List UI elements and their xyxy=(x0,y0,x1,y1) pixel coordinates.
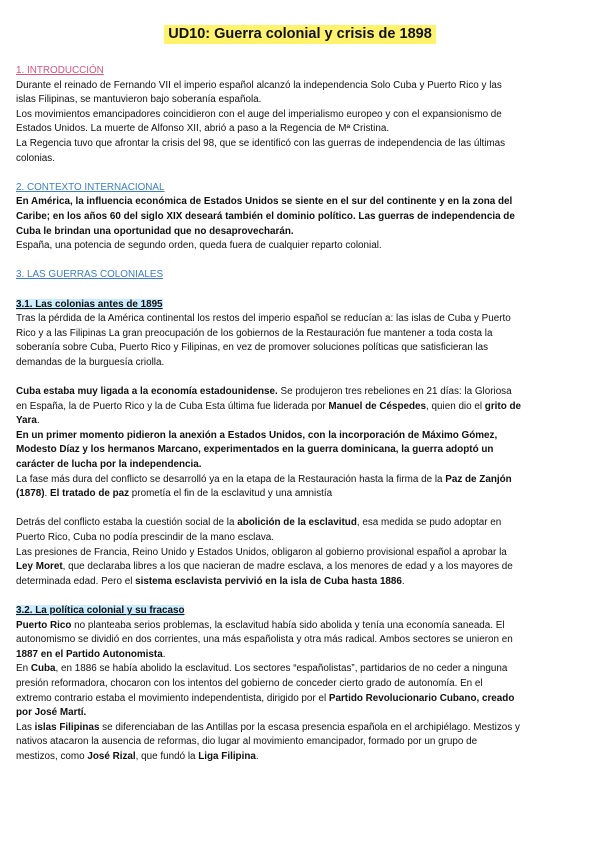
subsection-3-1-heading: 3.1. Las colonias antes de 1895 xyxy=(16,298,163,310)
section-2-paragraph-2: España, una potencia de segundo orden, queda fuera de cualquier reparto colonial. xyxy=(16,240,382,252)
liga-filipina-bold: Liga Filipina xyxy=(198,750,256,762)
cuba-economy-bold: Cuba estaba muy ligada a la economía estadounidense. xyxy=(16,386,278,398)
text-run: . xyxy=(401,575,405,587)
text-run: , esa medida se pudo adoptar en Puerto Rico, Cuba no podía prescindir de la mano esclava. xyxy=(16,517,502,543)
subsection-3-2-paragraph-1 xyxy=(16,619,521,663)
subsection-3-1-paragraph-1: Tras la pérdida de la América continental los restos del imperio español se reducían a: las islas de Cuba y Puerto Rico y a las Filipinas La gran preocupación de los gobiernos de la Restauración fue mantener a toda costa la soberanía sobre Cuba, Puerto Rico y Filipinas, en vez de promover soluciones políticas que satisficieran las demandas de la burguesía criolla. xyxy=(16,313,511,368)
ley-moret-bold: Ley Moret xyxy=(16,561,63,573)
subsection-3-1-paragraph-4 xyxy=(16,473,521,502)
text-run: , quien dio el xyxy=(426,400,485,412)
section-1-heading: 1. INTRODUCCIÓN xyxy=(16,65,104,76)
subsection-3-1-paragraph-3: En un primer momento pidieron la anexión a Estados Unidos, con la incorporación de Máximo Gómez, Modesto Díaz y los hermanos Marcano, experimentados en la guerra dominicana, la guerra adoptó un carácter de lucha por la independencia. xyxy=(16,429,498,471)
document-title: UD10: Guerra colonial y crisis de 1898 xyxy=(164,25,436,44)
text-run: no planteaba serios problemas, la esclavitud había sido abolida y tenía una economía saneada. El autonomismo se dividió en dos corrientes, una más españolista y otra más radical. Ambos sectores se unieron en xyxy=(16,619,513,646)
grito-de-yara-bold: grito de Yara xyxy=(16,400,522,427)
jose-rizal-bold: José Rizal xyxy=(87,750,136,762)
cespedes-bold: Manuel de Céspedes xyxy=(328,400,427,412)
text-run: , que fundó la xyxy=(135,750,199,762)
subsection-3-2-heading-line xyxy=(16,604,521,619)
subsection-3-1-paragraph-5 xyxy=(16,516,521,545)
subsection-3-2-paragraph-2 xyxy=(16,662,521,720)
text-run: . xyxy=(162,648,166,660)
puerto-rico-bold: Puerto Rico xyxy=(16,619,72,631)
subsection-3-1-paragraph-6 xyxy=(16,546,521,590)
text-run: Las presiones de Francia, Reino Unido y Estados Unidos, obligaron al gobierno provisional español a aprobar la xyxy=(16,546,507,558)
subsection-3-1-heading-line xyxy=(16,298,521,313)
text-run: Detrás del conflicto estaba la cuestión social de la xyxy=(16,517,238,529)
abolicion-bold: abolición de la esclavitud xyxy=(237,517,357,529)
text-run: se diferenciaban de las Antillas por la escasa presencia española en el archipiélago. Mestizos y nativos atacaron la ausencia de reformas, dio lugar al movimiento emancipador, formado por un grupo de mestizos, como xyxy=(16,721,520,762)
text-run: Se produjeron tres rebeliones en 21 días: la Gloriosa en España, la de Puerto Rico y la de Cuba Esta última fue liderada por xyxy=(16,386,512,412)
tratado-de-paz-bold: El tratado de paz xyxy=(50,488,130,500)
paz-de-zanjon-bold: Paz de Zanjón (1878) xyxy=(16,473,512,500)
section-1-paragraph-3: La Regencia tuvo que afrontar la crisis del 98, que se identificó con las guerras de independencia de las últimas colonias. xyxy=(16,137,506,164)
section-2-paragraph-1: En América, la influencia económica de Estados Unidos se siente en el sur del continente y en la zona del Caribe; en los años 60 del siglo XIX deseará también el dominio político. Las guerras de independencia de Cuba le brindan una oportunidad que no desaprovecharán. xyxy=(16,196,515,237)
cuba-bold: Cuba xyxy=(30,663,56,675)
document-body xyxy=(16,64,521,765)
islas-filipinas-bold: islas Filipinas xyxy=(34,721,100,733)
text-run: Las xyxy=(16,721,35,733)
section-1-paragraph-1: Durante el reinado de Fernando VII el imperio español alcanzó la independencia Solo Cuba y Puerto Rico y las islas Filipinas, se mantuvieron bajo soberanía española. xyxy=(16,79,502,106)
section-1-paragraph-2: Los movimientos emancipadores coincidieron con el auge del imperialismo europeo y con el expansionismo de Estados Unidos. La muerte de Alfonso XII, abrió a paso a la Regencia de Mª Cristina. xyxy=(16,108,502,135)
subsection-3-2-paragraph-3 xyxy=(16,721,521,765)
text-run: En xyxy=(16,663,31,675)
text-run: . xyxy=(44,488,51,500)
section-3-heading: 3. LAS GUERRAS COLONIALES xyxy=(16,269,164,281)
partido-revolucionario-bold: Partido Revolucionario Cubano, creado por José Martí. xyxy=(16,692,515,719)
subsection-3-1-paragraph-2 xyxy=(16,385,521,429)
text-run: . xyxy=(36,415,40,427)
sistema-esclavista-bold: sistema esclavista pervivió en la isla de Cuba hasta 1886 xyxy=(135,575,402,587)
subsection-3-2-heading: 3.2. La política colonial y su fracaso xyxy=(16,604,185,616)
section-2-heading: 2. CONTEXTO INTERNACIONAL xyxy=(16,181,165,193)
title-wrap xyxy=(0,25,600,44)
text-run: , que declaraba libres a los que nacieran de madre esclava, a los menores de edad y a los mayores de determinada edad. Pero el xyxy=(16,561,513,587)
text-run: prometía el fin de la esclavitud y una amnistía xyxy=(129,488,333,500)
text-run: , en 1886 se había abolido la esclavitud. Los sectores “españolistas”, partidarios de no ceder a ninguna presión reformadora, chocaron con los intentos del gobierno de conceder cierto grado de autonomía. En el extremo contrario estaba el movimiento independentista, dirigido por el xyxy=(16,663,508,704)
text-run: . xyxy=(255,750,259,762)
partido-autonomista-bold: 1887 en el Partido Autonomista xyxy=(16,648,163,660)
text-run: La fase más dura del conflicto se desarrolló ya en la etapa de la Restauración hasta la firma de la xyxy=(16,473,446,485)
